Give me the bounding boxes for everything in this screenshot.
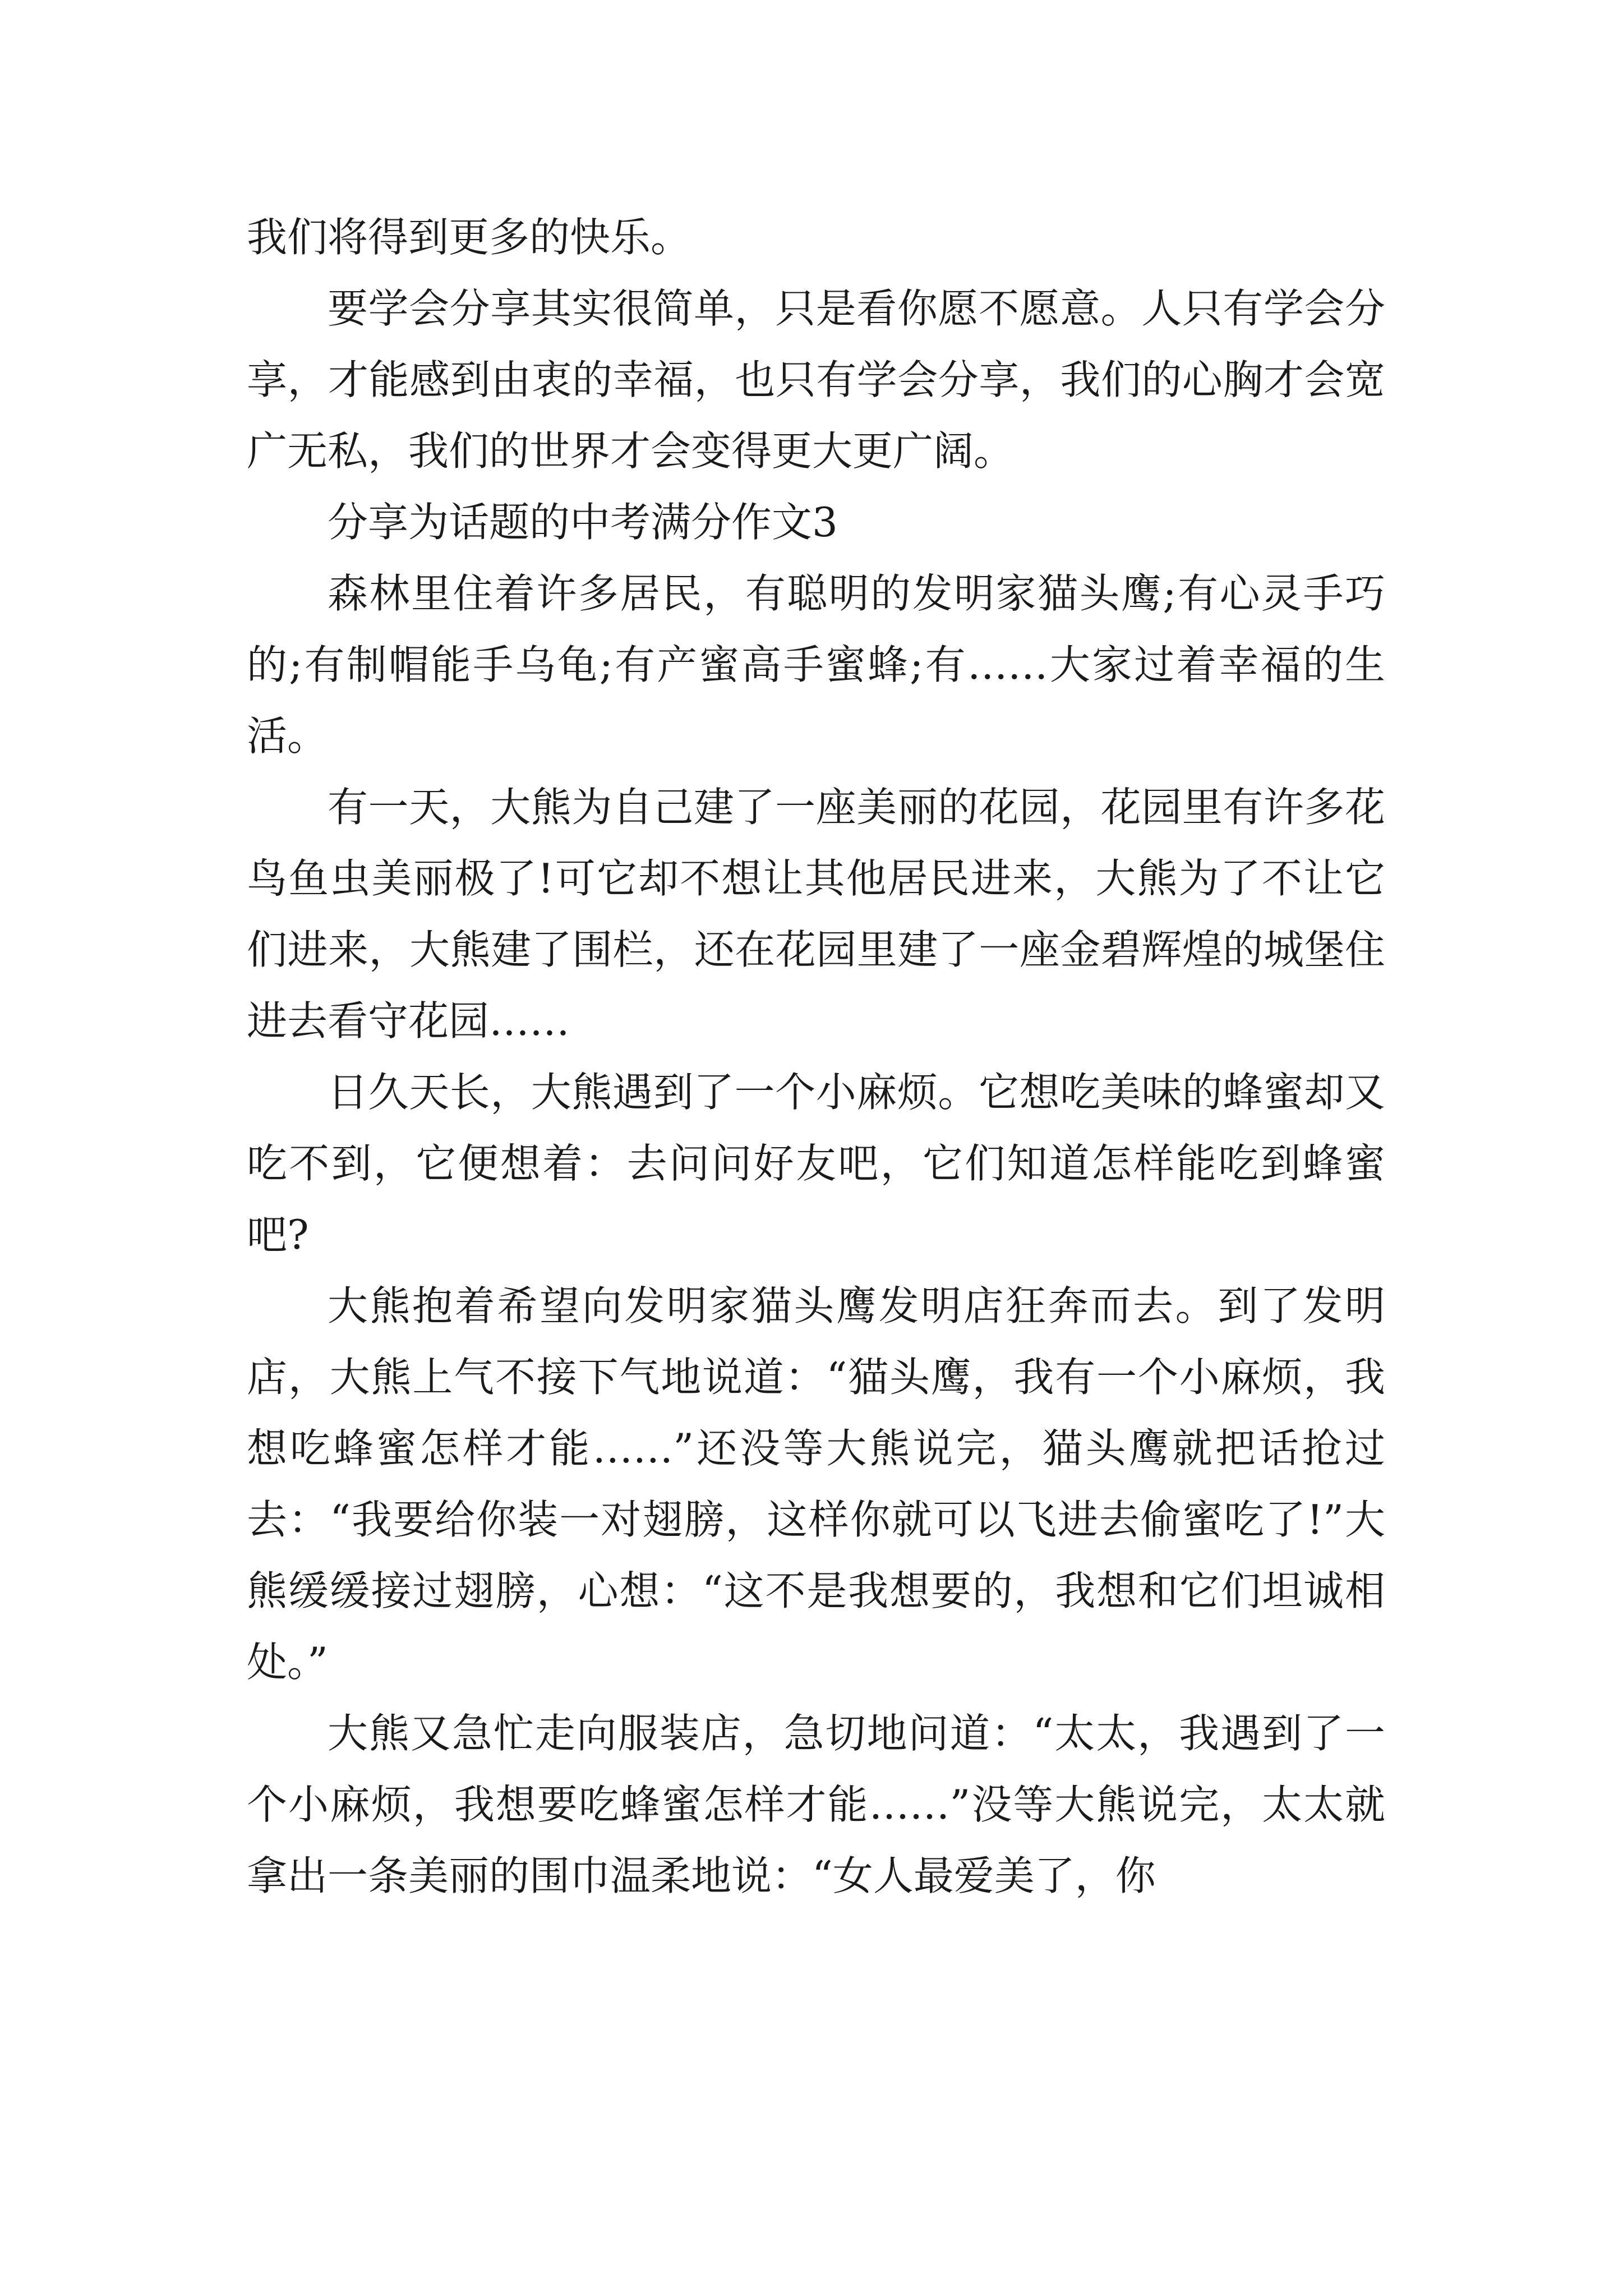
paragraph-bear-problem: 日久天长，大熊遇到了一个小麻烦。它想吃美味的蜂蜜却又吃不到，它便想着：去问问好友吧，它们知道怎样能吃到蜂蜜吧? xyxy=(247,1069,1385,1258)
paragraph-clothing-store: 大熊又急忙走向服装店，急切地问道：“太太，我遇到了一个小麻烦，我想要吃蜂蜜怎样才能……”没等大熊说完，太太就拿出一条美丽的围巾温柔地说：“女人最爱美了，你 xyxy=(247,1710,1385,1899)
essay-heading: 分享为话题的中考满分作文3 xyxy=(328,499,838,546)
paragraph-owl-visit: 大熊抱着希望向发明家猫头鹰发明店狂奔而去。到了发明店，大熊上气不接下气地说道：“猫头鹰，我有一个小麻烦，我想吃蜂蜜怎样才能……”还没等大熊说完，猫头鹰就把话抢过去：“我要给你装一对翅膀，这样你就可以飞进去偷蜜吃了!”大熊缓缓接过翅膀，心想：“这不是我想要的，我想和它们坦诚相处。” xyxy=(247,1282,1385,1686)
paragraph-bear-garden: 有一天，大熊为自己建了一座美丽的花园，花园里有许多花鸟鱼虫美丽极了!可它却不想让其他居民进来，大熊为了不让它们进来，大熊建了围栏，还在花园里建了一座金碧辉煌的城堡住进去看守花园…… xyxy=(247,784,1385,1045)
article-body xyxy=(247,202,1385,1912)
paragraph-sharing-summary: 要学会分享其实很简单，只是看你愿不愿意。人只有学会分享，才能感到由衷的幸福，也只有学会分享，我们的心胸才会宽广无私，我们的世界才会变得更大更广阔。 xyxy=(247,285,1385,475)
paragraph-continuation: 我们将得到更多的快乐。 xyxy=(247,214,691,261)
paragraph-forest-residents: 森林里住着许多居民，有聪明的发明家猫头鹰;有心灵手巧的;有制帽能手乌龟;有产蜜高手蜜蜂;有……大家过着幸福的生活。 xyxy=(247,570,1385,760)
